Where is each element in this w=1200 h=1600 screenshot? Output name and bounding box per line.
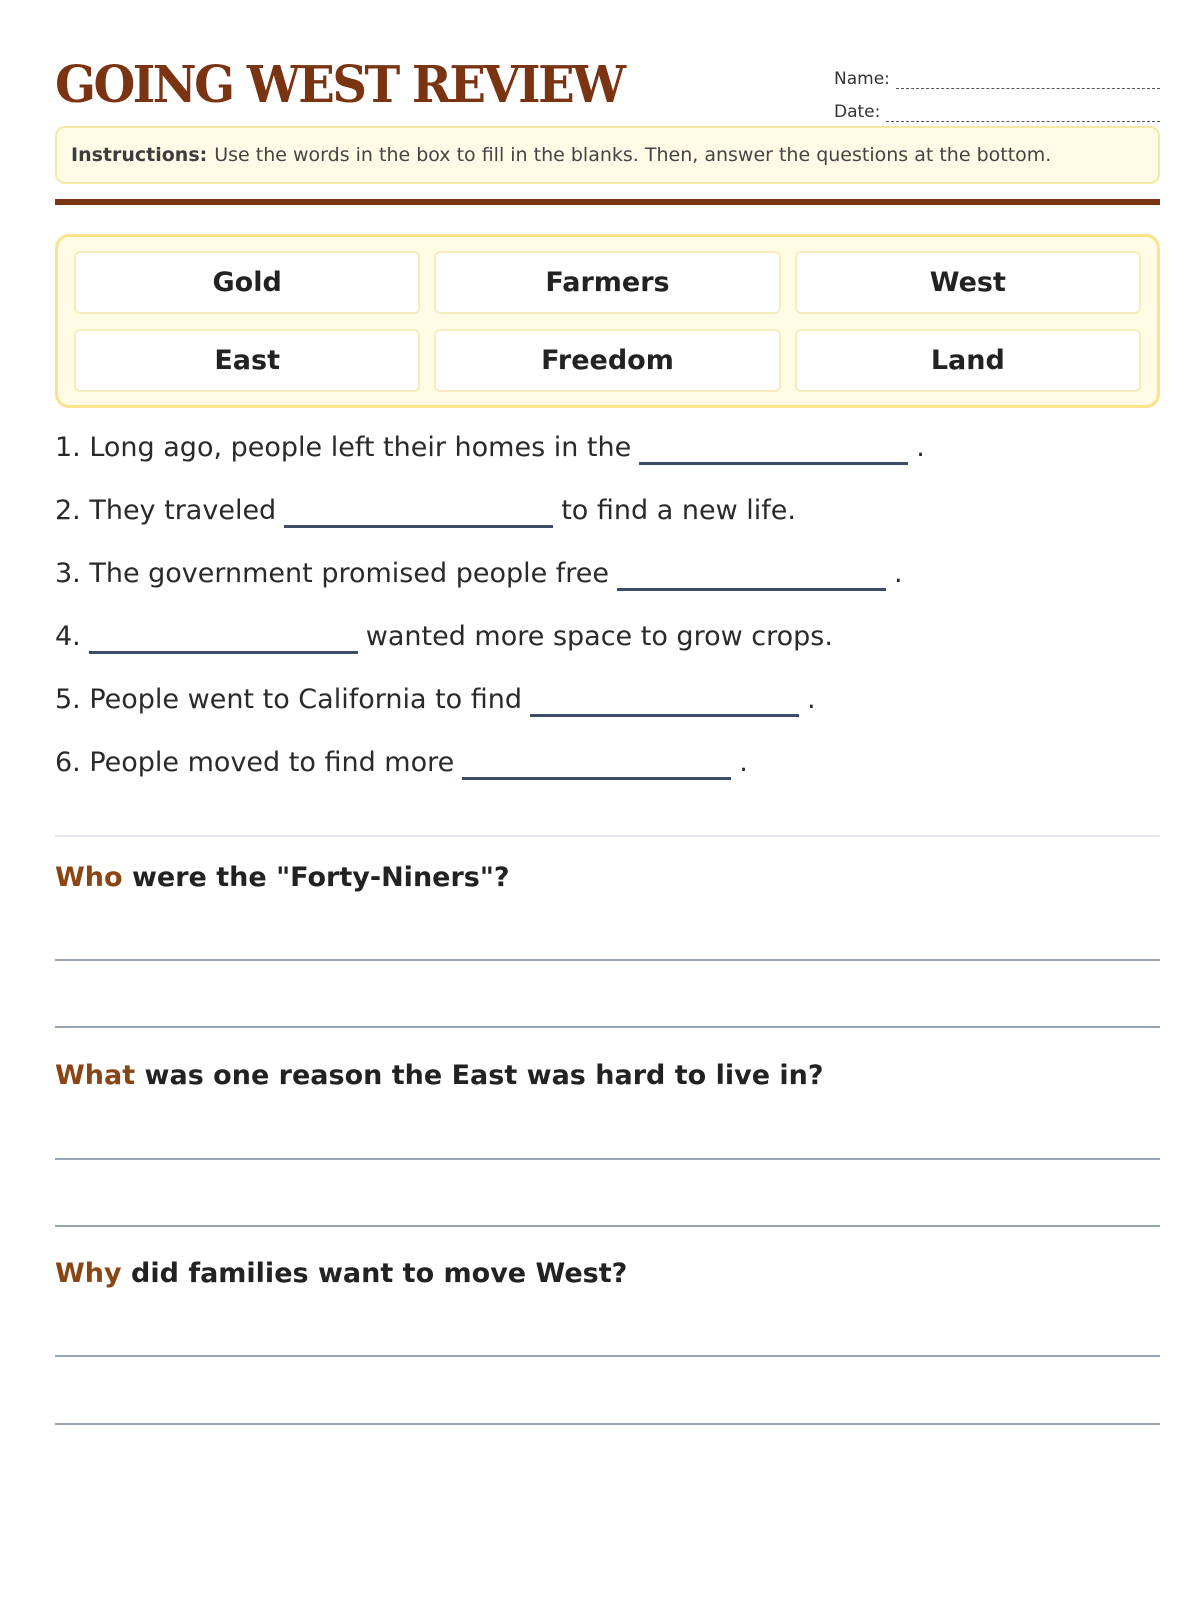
question-3 [55,1258,1160,1294]
date-row [834,89,1160,122]
sentence-end: wanted more space to grow crops. [365,621,833,652]
question-rest: were the "Forty-Niners"? [131,862,510,893]
question-rest: did families want to move West? [131,1258,628,1289]
fill-in-item-5 [55,684,1160,747]
question-rest: was one reason the East was hard to live in? [144,1060,824,1091]
page-title: GOING WEST REVIEW [55,56,624,115]
fill-in-item-3 [55,558,1160,621]
sentence-start: 4. [55,621,81,652]
answer-blank[interactable] [284,495,553,528]
answer-blank[interactable] [89,621,358,654]
answer-line[interactable] [55,1225,1160,1227]
name-label: Name: [834,69,890,89]
question-keyword: What [55,1060,136,1091]
sentence-end: . [894,558,903,589]
header [55,0,1160,120]
sentence-end: to find a new life. [561,495,796,526]
answer-blank[interactable] [462,747,731,780]
date-label: Date: [834,102,881,122]
divider-rule [55,199,1160,205]
sentence-end: . [739,747,748,778]
fill-in-section [55,432,1160,810]
question-text [55,1060,1160,1096]
date-field[interactable] [886,107,1160,122]
sentence-start: 2. They traveled [55,495,277,526]
sentence-start: 3. The government promised people free [55,558,610,589]
answer-line[interactable] [55,1026,1160,1028]
fill-in-item-6 [55,747,1160,810]
name-field[interactable] [896,74,1160,89]
instructions-text: Use the words in the box to fill in the blanks. Then, answer the questions at the bottom. [214,144,1052,166]
instructions-box [55,126,1160,184]
sentence-start: 6. People moved to find more [55,747,455,778]
instructions-label: Instructions: [71,144,208,166]
question-text [55,862,1160,898]
fill-in-item-4 [55,621,1160,684]
answer-blank[interactable] [530,684,799,717]
answer-line[interactable] [55,1355,1160,1357]
question-1 [55,862,1160,898]
word-bank-item: Land [795,329,1141,392]
sentence-start: 1. Long ago, people left their homes in the [55,432,632,463]
student-info [834,56,1160,122]
worksheet-page [55,0,1160,1289]
sentence-start: 5. People went to California to find [55,684,523,715]
question-2 [55,1060,1160,1096]
sentence-end: . [807,684,816,715]
word-bank-item: Freedom [434,329,780,392]
fill-in-item-2 [55,495,1160,558]
question-keyword: Why [55,1258,122,1289]
answer-line[interactable] [55,959,1160,961]
name-row [834,56,1160,89]
word-bank-item: Gold [74,251,420,314]
question-keyword: Who [55,862,123,893]
answer-line[interactable] [55,1158,1160,1160]
answer-blank[interactable] [617,558,886,591]
word-bank-item: West [795,251,1141,314]
section-divider [55,835,1160,837]
sentence-end: . [916,432,925,463]
question-text [55,1258,1160,1294]
word-bank-item: East [74,329,420,392]
answer-blank[interactable] [639,432,908,465]
word-bank [55,234,1160,408]
fill-in-item-1 [55,432,1160,495]
answer-line[interactable] [55,1423,1160,1425]
word-bank-item: Farmers [434,251,780,314]
